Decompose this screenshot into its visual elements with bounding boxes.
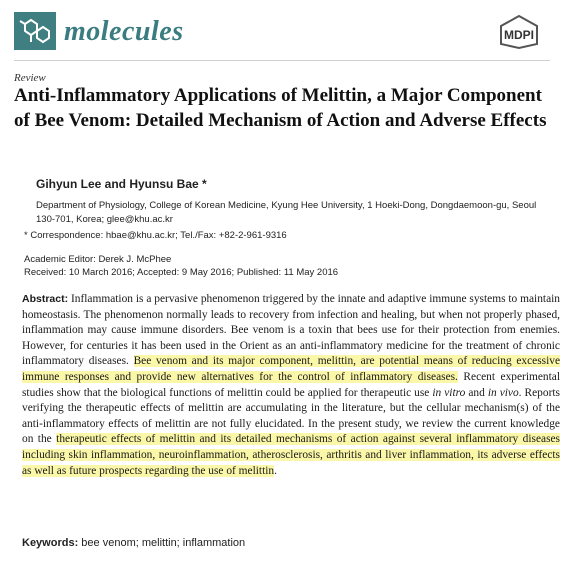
abstract-highlight: Bee venom and its major component, melittin, are potential means of reducing excessive immune responses and provide new alternatives for the control of inflammatory diseases.	[22, 355, 561, 383]
academic-editor: Academic Editor: Derek J. McPhee	[24, 254, 172, 265]
molecules-logo-icon	[14, 12, 56, 50]
affiliation: Department of Physiology, College of Korean Medicine, Kyung Hee University, 1 Hoeki-Dong, Dongdaemoon-gu, Seoul 130-701, Korea; glee@khu.ac.kr	[36, 200, 537, 225]
abstract-text: Recent experimental studies show that the biological functions of melittin could be applied for therapeutic use	[22, 370, 560, 399]
keywords	[22, 537, 245, 549]
keywords-text: bee venom; melittin; inflammation	[78, 537, 246, 549]
abstract-italic: in vitro	[432, 386, 466, 399]
abstract-text: . Reports verifying the therapeutic effects of melittin are accumulating in the literature, but the cellular mechanism(s) of the anti-inflammatory effects of melittin are not fully elucidated. In the present study, we review the current knowledge on the	[22, 386, 560, 446]
abstract-text: Inflammation is a pervasive phenomenon triggered by the innate and adaptive immune systems to maintain homeostasis. The phenomenon normally leads to recovery from infection and healing, but when not properly phased, inflammation may cause immune disorders. Bee venom is a toxin that bees use for their protection from enemies. However, for centuries it has been used in the Orient as an anti-inflammatory medicine for the treatment of chronic inflammatory diseases.	[22, 293, 560, 368]
mdpi-logo-icon	[496, 14, 542, 50]
journal-name: molecules	[64, 16, 184, 47]
abstract-text: and	[465, 386, 488, 399]
correspondence	[24, 229, 287, 242]
abstract-label: Abstract:	[22, 293, 69, 305]
keywords-label: Keywords:	[22, 537, 79, 549]
abstract-paragraph	[22, 292, 560, 479]
header-divider	[14, 60, 550, 61]
article-title: Anti-Inflammatory Applications of Melittin, a Major Component of Bee Venom: Detailed Mechanism of Action and Adverse Effects	[14, 85, 547, 131]
abstract-italic: in vivo	[487, 386, 519, 399]
correspondence-marker: *	[24, 230, 28, 241]
publication-dates: Received: 10 March 2016; Accepted: 9 May 2016; Published: 11 May 2016	[24, 267, 339, 278]
abstract	[22, 292, 560, 479]
journal-header	[14, 12, 554, 54]
abstract-text: .	[274, 464, 277, 477]
article-type: Review	[14, 72, 46, 84]
abstract-highlight: therapeutic effects of melittin and its detailed mechanisms of action against several inflammatory diseases including skin inflammation, neuroinflammation, atherosclerosis, arthritis and liver inflammation, its adverse effects as well as future prospects regarding the use of melittin	[22, 433, 560, 477]
publisher-name: MDPI	[504, 28, 534, 42]
author-list: Gihyun Lee and Hyunsu Bae *	[36, 177, 207, 191]
correspondence-text: Correspondence: hbae@khu.ac.kr; Tel./Fax: +82-2-961-9316	[30, 230, 287, 241]
